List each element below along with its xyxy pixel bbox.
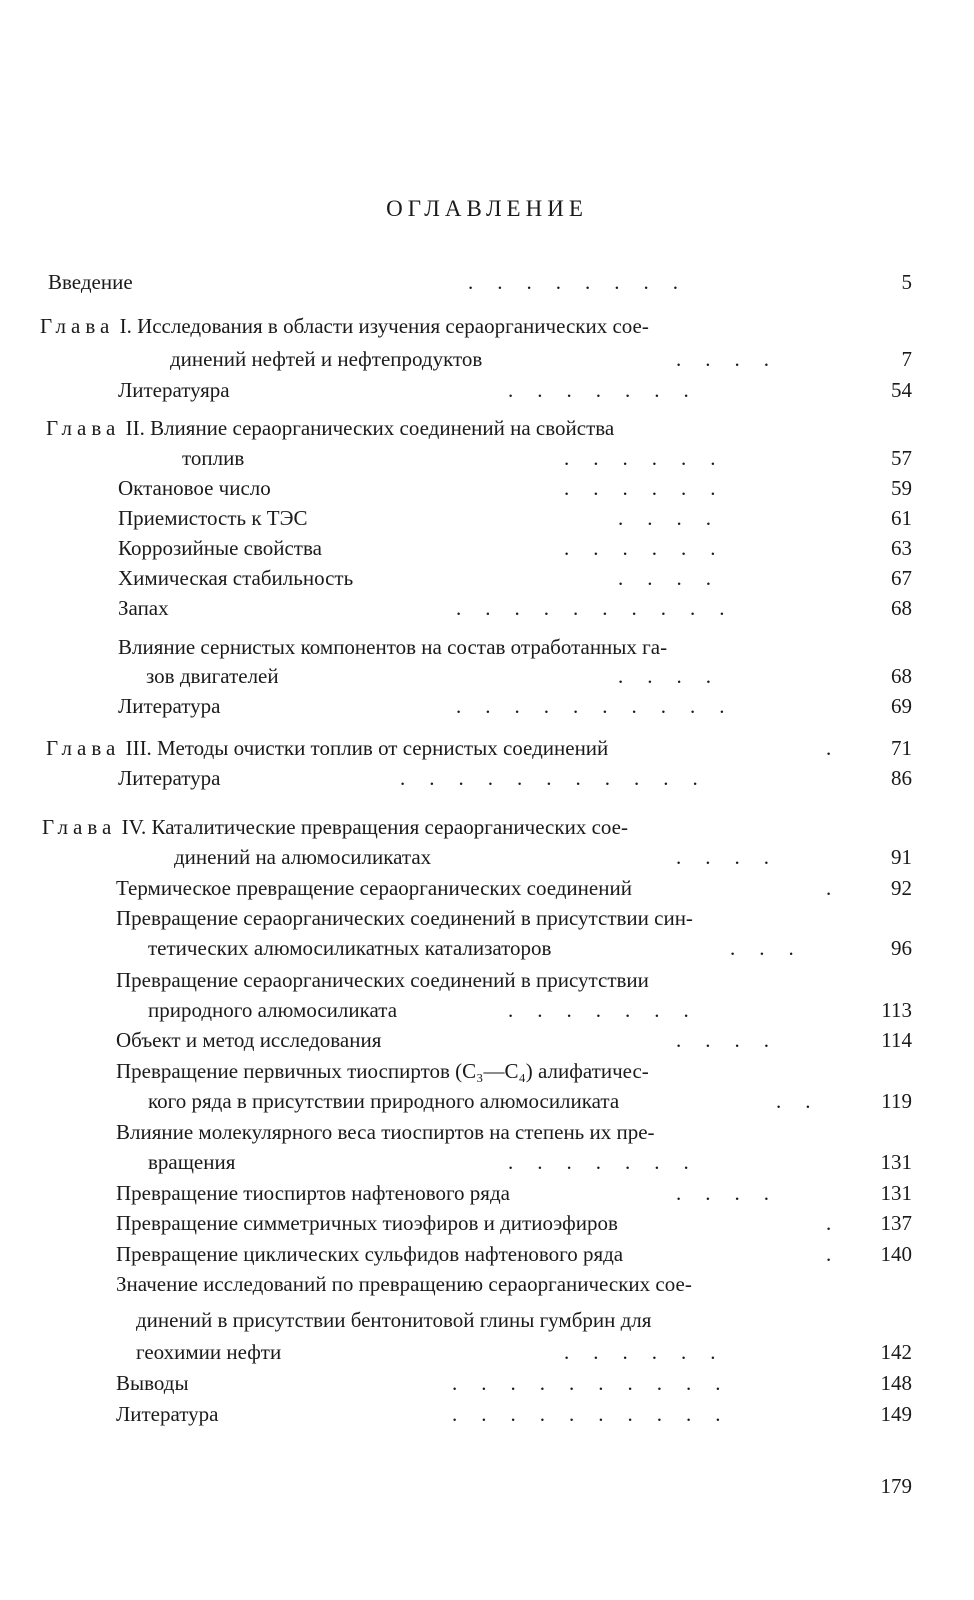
leader-dots: ...... <box>564 1340 740 1364</box>
toc-entry <box>0 965 974 995</box>
toc-entry <box>0 995 974 1025</box>
toc-chapter-1-heading <box>0 311 974 341</box>
toc-entry-text: Литература <box>118 694 221 718</box>
toc-entry-text: динений нефтей и нефтепродуктов <box>170 347 483 371</box>
toc-entry-text: IV. Каталитические превращения сераорганических сое- <box>121 815 628 839</box>
leader-dots: ....... <box>508 998 713 1022</box>
toc-entry-text: Превращение циклических сульфидов нафтенового ряда <box>116 1242 624 1266</box>
leader-dots: .......... <box>456 694 749 718</box>
toc-page-number: 57 <box>891 446 912 470</box>
toc-entry-text: Приемистость к ТЭС <box>118 506 308 530</box>
toc-entry <box>0 632 974 662</box>
toc-page-number: 92 <box>891 876 912 900</box>
toc-entry <box>0 1056 974 1086</box>
toc-entry-text: Октановое число <box>118 476 271 500</box>
toc-page-number: 113 <box>881 998 912 1022</box>
toc-entry <box>0 763 974 793</box>
leader-dots: ....... <box>508 378 713 402</box>
toc-entry <box>0 563 974 593</box>
toc-entry <box>0 375 974 405</box>
leader-dots: .... <box>676 347 793 371</box>
toc-page-number: 137 <box>880 1211 912 1235</box>
toc-entry-text: природного алюмосиликата <box>148 998 398 1022</box>
toc-entry-text: Превращение первичных тиоспиртов (C₃—C₄) алифатичес- <box>116 1059 649 1083</box>
toc-entry-text: Влияние сернистых компонентов на состав отработанных га- <box>118 635 668 659</box>
toc-page-number: 69 <box>891 694 912 718</box>
toc-entry-text: вращения <box>148 1150 236 1174</box>
toc-entry <box>0 933 974 963</box>
toc-page-number: 63 <box>891 536 912 560</box>
toc-page-number: 68 <box>891 664 912 688</box>
toc-entry-text: Превращение сераорганических соединений в присутствии син- <box>116 906 693 930</box>
toc-entry-text: Влияние молекулярного веса тиоспиртов на степень их пре- <box>116 1120 655 1144</box>
leader-dots: ....... <box>508 1150 713 1174</box>
toc-entry-text: зов двигателей <box>146 664 279 688</box>
leader-dots: .... <box>676 1181 793 1205</box>
leader-dots: .......... <box>452 1371 745 1395</box>
toc-entry-text: Превращение сераорганических соединений в присутствии <box>116 968 649 992</box>
toc-page-number: 140 <box>880 1242 912 1266</box>
toc-entry-text: Выводы <box>116 1371 189 1395</box>
leader-dots: ........... <box>400 766 722 790</box>
toc-page-number: 71 <box>891 736 912 760</box>
toc-entry-introduction <box>0 267 974 297</box>
toc-page-number: 5 <box>901 270 912 294</box>
toc-page-number: 96 <box>891 936 912 960</box>
toc-page-number: 131 <box>880 1181 912 1205</box>
toc-entry-text: II. Влияние сераорганических соединений на свойства <box>125 416 615 440</box>
toc-entry <box>0 1208 974 1238</box>
toc-entry-text: тетических алюмосиликатных катализаторов <box>148 936 552 960</box>
toc-entry <box>0 1239 974 1269</box>
toc-entry-text: Превращение тиоспиртов нафтенового ряда <box>116 1181 510 1205</box>
toc-entry <box>0 873 974 903</box>
toc-entry <box>0 1368 974 1398</box>
toc-entry <box>0 1086 974 1116</box>
toc-entry-text: III. Методы очистки топлив от сернистых соединений <box>125 736 609 760</box>
toc-entry-text: I. Исследования в области изучения сераорганических сое- <box>119 314 649 338</box>
toc-entry <box>0 1337 974 1367</box>
toc-page-number: 86 <box>891 766 912 790</box>
leader-dots: .... <box>676 845 793 869</box>
toc-page-number: 119 <box>881 1089 912 1113</box>
toc-page-number: 61 <box>891 506 912 530</box>
toc-entry <box>0 1305 974 1335</box>
leader-dots: ...... <box>564 476 740 500</box>
toc-page-number: 114 <box>881 1028 912 1052</box>
toc-entry <box>0 842 974 872</box>
toc-entry <box>0 661 974 691</box>
leader-dots: . <box>826 1242 832 1266</box>
toc-entry <box>0 503 974 533</box>
toc-entry-text: Термическое превращение сераорганических соединений <box>116 876 632 900</box>
toc-entry-text: Литература <box>118 766 221 790</box>
chapter-label: Глава <box>46 736 121 760</box>
toc-page-number: 142 <box>880 1340 912 1364</box>
toc-chapter-4-heading <box>0 812 974 842</box>
toc-entry-text: Коррозийные свойства <box>118 536 322 560</box>
toc-page-number: 149 <box>880 1402 912 1426</box>
toc-page-number: 67 <box>891 566 912 590</box>
toc-entry <box>0 1178 974 1208</box>
leader-dots: ...... <box>564 536 740 560</box>
toc-entry-text: динений в присутствии бентонитовой глины гумбрин для <box>136 1308 652 1332</box>
leader-dots: . <box>826 876 832 900</box>
toc-entry-text: Превращение симметричных тиоэфиров и дитиоэфиров <box>116 1211 618 1235</box>
toc-entry <box>0 473 974 503</box>
toc-entry-text: Химическая стабильность <box>118 566 354 590</box>
toc-entry-text: кого ряда в присутствии природного алюмосиликата <box>148 1089 620 1113</box>
toc-chapter-2-heading <box>0 413 974 443</box>
toc-page-number: 68 <box>891 596 912 620</box>
toc-entry-text: Объект и метод исследования <box>116 1028 382 1052</box>
toc-entry-text: Литератуяра <box>118 378 230 402</box>
toc-entry <box>0 443 974 473</box>
toc-entry-text: Введение <box>48 270 133 294</box>
leader-dots: ... <box>730 936 818 960</box>
toc-entry-text: динений на алюмосиликатах <box>174 845 432 869</box>
leader-dots: .... <box>618 506 735 530</box>
toc-page-number: 131 <box>880 1150 912 1174</box>
leader-dots: .......... <box>456 596 749 620</box>
leader-dots: ...... <box>564 446 740 470</box>
leader-dots: .... <box>676 1028 793 1052</box>
toc-entry <box>0 1399 974 1429</box>
toc-entry <box>0 533 974 563</box>
page-number: 179 <box>880 1474 912 1498</box>
toc-page-number: 91 <box>891 845 912 869</box>
leader-dots: . <box>826 736 832 760</box>
leader-dots: .......... <box>452 1402 745 1426</box>
toc-page-number: 59 <box>891 476 912 500</box>
page-title: ОГЛАВЛЕНИЕ <box>386 196 588 221</box>
toc-page-number: 7 <box>901 347 912 371</box>
toc-entry <box>0 1117 974 1147</box>
chapter-label: Глава <box>42 815 117 839</box>
toc-entry <box>0 344 974 374</box>
leader-dots: .... <box>618 566 735 590</box>
toc-entry-text: Запах <box>118 596 169 620</box>
toc-entry-text: Значение исследований по превращению сераорганических сое- <box>116 1272 692 1296</box>
toc-entry-text: топлив <box>182 446 245 470</box>
toc-page-number: 148 <box>880 1371 912 1395</box>
toc-entry <box>0 1025 974 1055</box>
leader-dots: .. <box>776 1089 835 1113</box>
leader-dots: ........ <box>468 270 702 294</box>
toc-entry-text: геохимии нефти <box>136 1340 282 1364</box>
toc-entry <box>0 1147 974 1177</box>
toc-entry <box>0 903 974 933</box>
chapter-label: Глава <box>46 416 121 440</box>
chapter-label: Глава <box>40 314 115 338</box>
toc-entry <box>0 1269 974 1299</box>
toc-entry <box>0 691 974 721</box>
toc-entry-text: Литература <box>116 1402 219 1426</box>
toc-entry <box>0 593 974 623</box>
leader-dots: . <box>826 1211 832 1235</box>
toc-chapter-3-heading <box>0 733 974 763</box>
leader-dots: .... <box>618 664 735 688</box>
toc-page-number: 54 <box>891 378 912 402</box>
